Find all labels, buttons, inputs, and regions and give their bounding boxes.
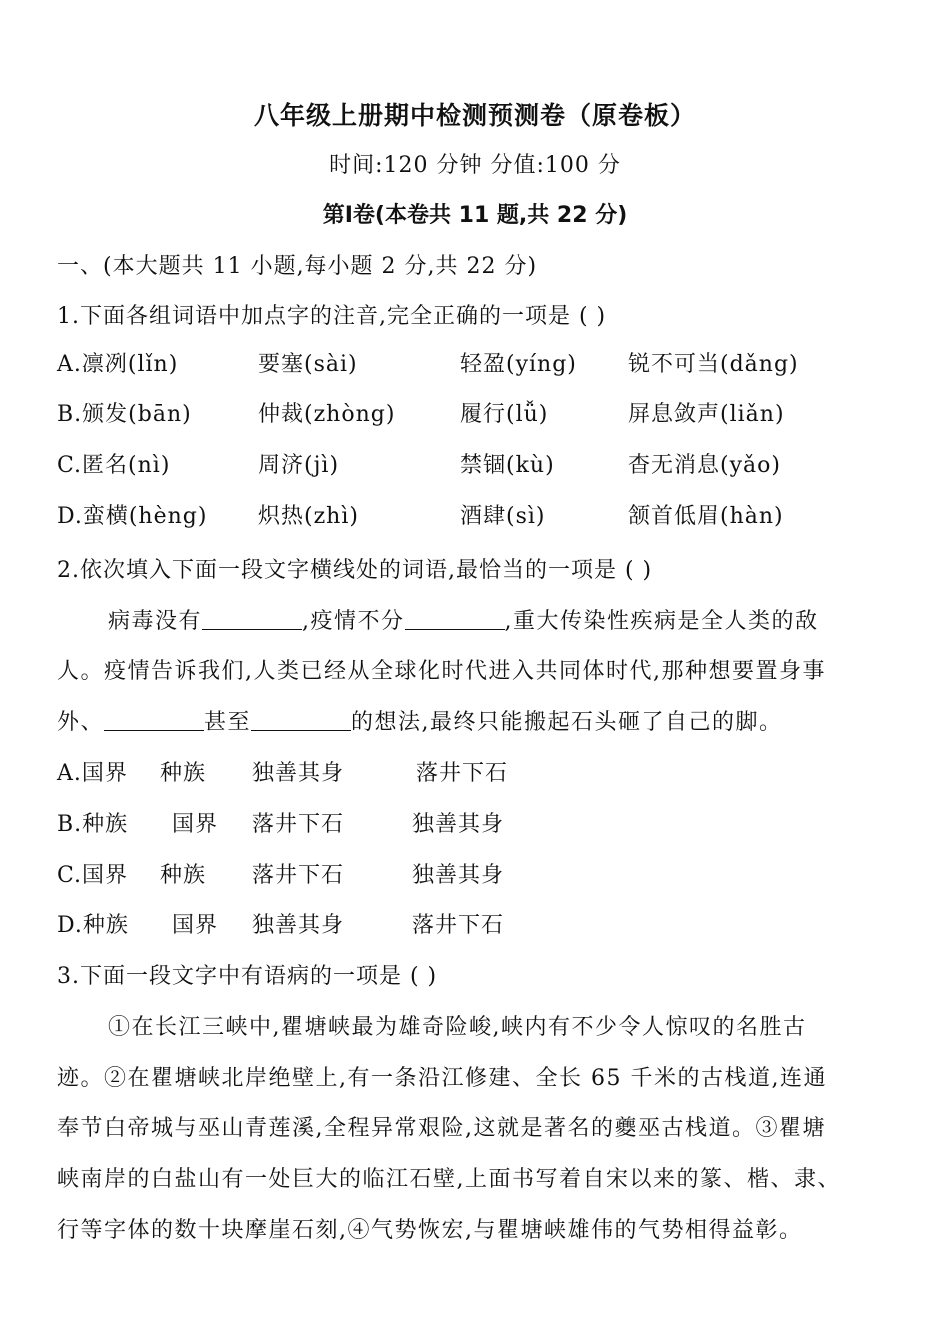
q1-option-b-item-2: 仲裁(zhòng) (258, 402, 396, 427)
q2-option-d-word-3: 独善其身 (252, 913, 345, 938)
question-3-stem: 3.下面一段文字中有语病的一项是 ( ) (57, 964, 438, 989)
q1-option-a-item-1: A.凛冽(lǐn) (57, 352, 179, 377)
q2-blank-3 (104, 708, 204, 731)
part-one-heading: 一、(本大题共 11 小题,每小题 2 分,共 22 分) (57, 254, 538, 279)
question-3-passage-line-5: 行等字体的数十块摩崖石刻,④气势恢宏,与瞿塘峡雄伟的气势相得益彰。 (57, 1218, 803, 1243)
q2-option-b-word-3: 落井下石 (252, 812, 345, 837)
q2-option-c-word-1: C.国界 (57, 863, 129, 888)
q2-option-c-word-2: 种族 (160, 863, 207, 888)
question-2-stem: 2.依次填入下面一段文字横线处的词语,最恰当的一项是 ( ) (57, 558, 653, 583)
question-3-passage-line-1: ①在长江三峡中,瞿塘峡最为雄奇险峻,峡内有不少令人惊叹的名胜古 (108, 1015, 807, 1040)
exam-time-and-score: 时间:120 分钟 分值:100 分 (329, 153, 621, 178)
q1-option-c-item-3: 禁锢(kù) (460, 453, 555, 478)
q2-option-b-word-2: 国界 (172, 812, 219, 837)
question-1-stem: 1.下面各组词语中加点字的注音,完全正确的一项是 ( ) (57, 304, 607, 329)
q1-option-d-item-4: 颔首低眉(hàn) (628, 504, 784, 529)
q2-passage-text-2: ,疫情不分 (302, 609, 405, 634)
q2-option-d-word-1: D.种族 (57, 913, 129, 938)
q2-option-a-word-2: 种族 (160, 761, 207, 786)
q2-blank-1 (202, 607, 302, 630)
q1-option-d-item-3: 酒肆(sì) (460, 504, 546, 529)
q2-option-a-word-4: 落井下石 (416, 761, 509, 786)
q1-option-b-item-4: 屏息敛声(liǎn) (628, 402, 785, 427)
q2-passage-text-4: 外、 (57, 710, 105, 735)
q2-blank-4 (251, 708, 351, 731)
q2-option-b-word-4: 独善其身 (412, 812, 505, 837)
q2-option-a-word-1: A.国界 (57, 761, 128, 786)
q1-option-c-item-2: 周济(jì) (258, 453, 340, 478)
q2-blank-2 (405, 607, 505, 630)
q1-option-a-item-3: 轻盈(yíng) (460, 352, 577, 377)
q2-option-b-word-1: B.种族 (57, 812, 129, 837)
q2-passage-text-3: ,重大传染性疾病是全人类的敌 (504, 609, 819, 634)
question-2-passage-line-1 (108, 607, 948, 637)
q2-passage-text-1: 病毒没有 (108, 609, 203, 634)
q2-option-d-word-2: 国界 (172, 913, 219, 938)
section-title: 第Ⅰ卷(本卷共 11 题,共 22 分) (322, 203, 628, 228)
q1-option-b-item-3: 履行(lǚ) (460, 402, 549, 427)
question-3-passage-line-2: 迹。②在瞿塘峡北岸绝壁上,有一条沿江修建、全长 65 千米的古栈道,连通 (57, 1066, 827, 1091)
q2-passage-text-6: 的想法,最终只能搬起石头砸了自己的脚。 (351, 710, 783, 735)
q1-option-d-item-2: 炽热(zhì) (258, 504, 359, 529)
q2-option-a-word-3: 独善其身 (252, 761, 345, 786)
q1-option-c-item-4: 杳无消息(yǎo) (628, 453, 781, 478)
q1-option-a-item-2: 要塞(sài) (258, 352, 358, 377)
q2-passage-text-5: 甚至 (204, 710, 252, 735)
q1-option-a-item-4: 锐不可当(dǎng) (628, 352, 799, 377)
q1-option-c-item-1: C.匿名(nì) (57, 453, 171, 478)
question-2-passage-line-2: 人。疫情告诉我们,人类已经从全球化时代进入共同体时代,那种想要置身事 (57, 659, 826, 684)
question-3-passage-line-3: 奉节白帝城与巫山青莲溪,全程异常艰险,这就是著名的夔巫古栈道。③瞿塘 (57, 1116, 826, 1141)
q2-option-d-word-4: 落井下石 (412, 913, 505, 938)
q2-option-c-word-4: 独善其身 (412, 863, 505, 888)
exam-title: 八年级上册期中检测预测卷（原卷板） (253, 101, 696, 130)
question-2-passage-line-3 (57, 708, 897, 738)
q1-option-d-item-1: D.蛮横(hèng) (57, 504, 208, 529)
question-3-passage-line-4: 峡南岸的白盐山有一处巨大的临江石壁,上面书写着自宋以来的篆、楷、隶、 (57, 1167, 841, 1192)
q1-option-b-item-1: B.颁发(bān) (57, 402, 192, 427)
q2-option-c-word-3: 落井下石 (252, 863, 345, 888)
